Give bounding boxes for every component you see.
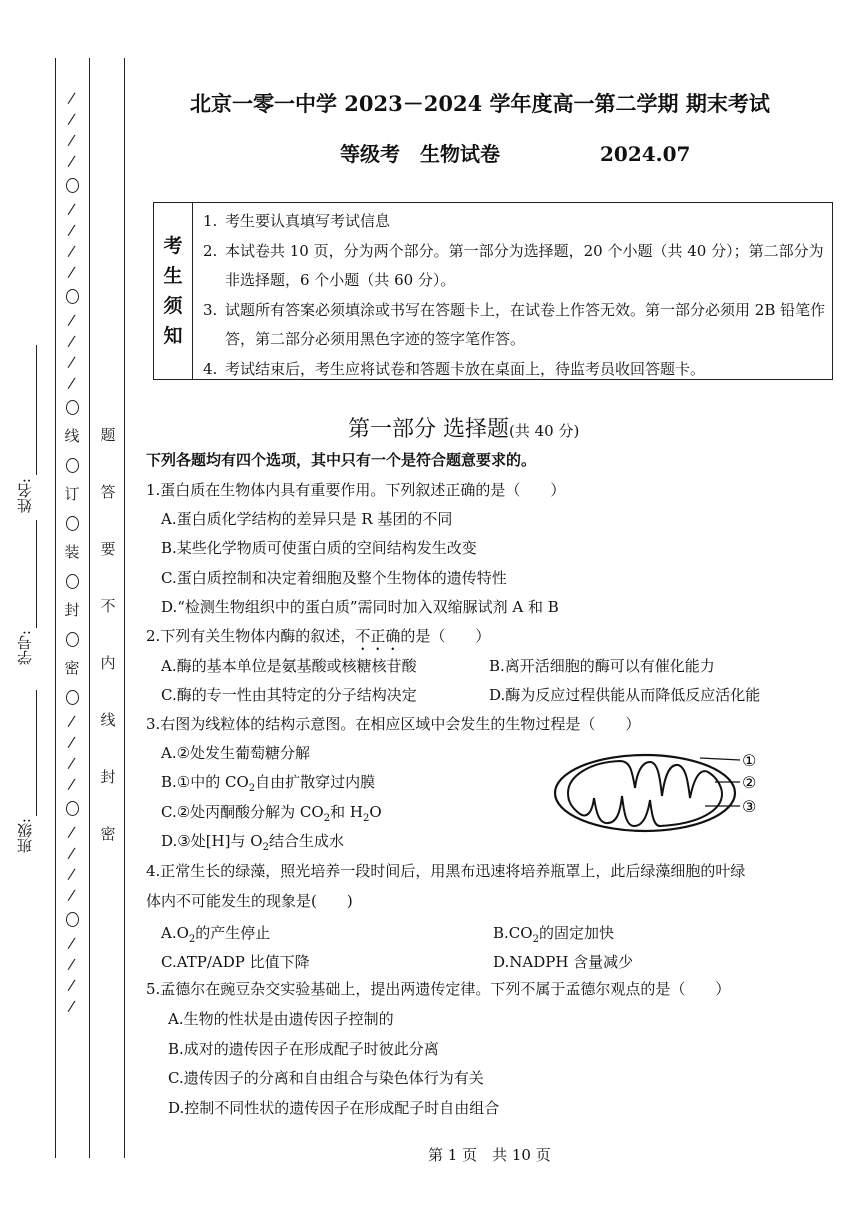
seal-circle — [66, 516, 79, 531]
notice-heading-char: 须 — [163, 295, 183, 317]
q5-option-b: B.成对的遗传因子在形成配子时彼此分离 — [168, 1040, 439, 1058]
seal-word: 装 — [64, 543, 80, 561]
margin-line-mid — [89, 58, 90, 1158]
class-field[interactable] — [14, 818, 35, 853]
q3-c-post: O — [369, 803, 382, 821]
name-field[interactable] — [14, 478, 35, 513]
q4-a-pre: A.O — [161, 924, 189, 942]
seal-circle — [66, 178, 79, 193]
q2-option-d: D.酶为反应过程供能从而降低反应活化能 — [489, 686, 761, 704]
seal-word: 密 — [64, 659, 80, 677]
seal-slash: / — [67, 331, 77, 351]
student-id-underline — [36, 520, 37, 628]
q1-option-a: A.蛋白质化学结构的差异只是 R 基团的不同 — [161, 510, 453, 528]
seal-word: 封 — [64, 601, 80, 619]
notice-heading-char: 知 — [163, 325, 183, 347]
seal-slash: / — [67, 310, 77, 330]
q3-b-post: 自由扩散穿过内膜 — [255, 773, 376, 791]
seal-slash: / — [67, 996, 77, 1016]
notice-heading-char: 生 — [163, 265, 183, 287]
label-3: ③ — [742, 797, 757, 816]
q3-c-sub2: 2 — [362, 813, 370, 824]
q2-option-c: C.酶的专一性由其特定的分子结构决定 — [161, 686, 417, 704]
exam-subtitle — [340, 138, 690, 167]
notice-num: 4. — [203, 359, 218, 378]
question-4-stem-line1: 4.正常生长的绿藻，照光培养一段时间后，用黑布迅速将培养瓶罩上，此后绿藻细胞的叶绿 — [146, 862, 746, 880]
inner-word: 答 — [100, 483, 116, 501]
label-1: ① — [742, 751, 757, 770]
notice-item — [203, 355, 826, 385]
student-id-field[interactable] — [14, 630, 35, 665]
q4-b-post: 的固定加快 — [538, 924, 614, 942]
seal-circle — [66, 690, 79, 705]
q2-option-a: A.酶的基本单位是氨基酸或核糖核苷酸 — [161, 657, 417, 675]
q3-option-b — [161, 771, 375, 794]
q4-option-a — [161, 922, 270, 945]
inner-word: 要 — [100, 540, 116, 558]
seal-line-column — [63, 88, 81, 1017]
margin-line-inner — [124, 58, 125, 1158]
q4-a-post: 的产生停止 — [195, 924, 271, 942]
notice-item — [203, 207, 826, 237]
q1-option-d: D.“检测生物组织中的蛋白质”需同时加入双缩脲试剂 A 和 B — [161, 598, 559, 616]
q3-option-d — [161, 830, 344, 853]
seal-slash: / — [67, 199, 77, 219]
exam-date: 2024.07 — [600, 142, 691, 166]
page-footer: 第 1 页 共 10 页 — [428, 1146, 551, 1164]
q4-option-b — [493, 922, 614, 945]
q4-option-c: C.ATP/ADP 比值下降 — [161, 953, 310, 971]
notice-num: 3. — [203, 300, 218, 319]
exam-title: 北京一零一中学 2023－2024 学年度高一第二学期 期末考试 — [190, 91, 770, 116]
seal-slash: / — [67, 88, 77, 108]
q5-option-c: C.遗传因子的分离和自由组合与染色体行为有关 — [168, 1069, 484, 1087]
seal-slash: / — [67, 774, 77, 794]
question-5-stem: 5.孟德尔在豌豆杂交实验基础上，提出两遗传定律。下列不属于孟德尔观点的是（ ） — [146, 980, 731, 998]
notice-item — [203, 237, 826, 296]
part-title-text: 第一部分 选择题 — [348, 417, 509, 442]
q3-d-post: 结合生成水 — [268, 832, 344, 850]
seal-circle — [66, 912, 79, 927]
name-underline — [36, 345, 37, 475]
leader-line-1 — [700, 758, 740, 760]
inner-word: 密 — [100, 825, 116, 843]
question-4-stem-line2: 体内不可能发生的现象是( ) — [146, 892, 353, 910]
q5-option-a: A.生物的性状是由遗传因子控制的 — [168, 1010, 394, 1028]
notice-num: 1. — [203, 212, 218, 230]
q4-a-sub: 2 — [188, 934, 196, 945]
q3-b-sub: 2 — [248, 783, 256, 794]
seal-slash: / — [67, 732, 77, 752]
q1-option-b: B.某些化学物质可使蛋白质的空间结构发生改变 — [161, 539, 477, 557]
label-2: ② — [742, 773, 757, 792]
notice-box — [153, 202, 833, 380]
inner-word: 线 — [100, 711, 116, 729]
part-instruction: 下列各题均有四个选项，其中只有一个是符合题意要求的。 — [146, 451, 537, 469]
question-1-stem: 1.蛋白质在生物体内具有重要作用。下列叙述正确的是（ ） — [146, 481, 566, 499]
class-label: 班级: — [16, 818, 34, 854]
notice-text: 考试结束后，考生应将试卷和答题卡放在桌面上，待监考员收回答题卡。 — [225, 359, 706, 378]
class-underline — [36, 690, 37, 816]
seal-slash: / — [67, 220, 77, 240]
q3-c-pre: C.②处丙酮酸分解为 CO — [161, 803, 324, 821]
seal-circle — [66, 632, 79, 647]
notice-text: 本试卷共 10 页，分为两个部分。第一部分为选择题，20 个小题（共 40 分）；第二部分为非选择题，6 个小题（共 60 分）。 — [225, 241, 824, 289]
inner-word: 不 — [100, 597, 116, 615]
notice-num: 2. — [203, 241, 218, 260]
question-2-stem — [146, 625, 490, 654]
seal-slash: / — [67, 933, 77, 953]
mitochondrion-diagram — [550, 748, 770, 838]
notice-text: 考生要认真填写考试信息 — [225, 212, 391, 230]
part-score: (共 40 分) — [509, 422, 580, 440]
notice-heading-char: 考 — [163, 235, 183, 257]
q4-option-d: D.NADPH 含量减少 — [493, 953, 634, 971]
seal-slash: / — [67, 885, 77, 905]
seal-slash: / — [67, 241, 77, 261]
margin-line-outer — [55, 58, 56, 1158]
seal-slash: / — [67, 975, 77, 995]
q3-b-pre: B.①中的 CO — [161, 773, 249, 791]
seal-circle — [66, 458, 79, 473]
seal-word: 订 — [64, 485, 80, 503]
q2-stem-emphasis: 不正确 — [355, 627, 401, 645]
notice-body — [193, 203, 832, 379]
part-title — [348, 412, 579, 443]
inner-word: 内 — [100, 654, 116, 672]
seal-slash: / — [67, 352, 77, 372]
student-id-label: 学号: — [16, 630, 34, 666]
q3-option-a: A.②处发生葡萄糖分解 — [161, 744, 311, 762]
seal-slash: / — [67, 711, 77, 731]
seal-slash: / — [67, 373, 77, 393]
q3-c-mid: 和 H — [330, 803, 363, 821]
seal-slash: / — [67, 864, 77, 884]
name-label: 姓名: — [16, 478, 34, 514]
q3-d-pre: D.③处[H]与 O — [161, 832, 263, 850]
seal-slash: / — [67, 151, 77, 171]
seal-word: 线 — [64, 427, 80, 445]
notice-item — [203, 296, 826, 355]
inner-word: 封 — [100, 768, 116, 786]
q4-b-pre: B.CO — [493, 924, 533, 942]
seal-slash: / — [67, 109, 77, 129]
q2-option-b: B.离开活细胞的酶可以有催化能力 — [489, 657, 715, 675]
seal-slash: / — [67, 954, 77, 974]
outer-membrane — [555, 755, 735, 831]
notice-heading — [154, 203, 193, 379]
seal-circle — [66, 400, 79, 415]
seal-slash: / — [67, 843, 77, 863]
seal-slash: / — [67, 753, 77, 773]
q5-option-d: D.控制不同性状的遗传因子在形成配子时自由组合 — [168, 1099, 500, 1117]
q4-b-sub: 2 — [532, 934, 539, 945]
q2-stem-pre: 2.下列有关生物体内酶的叙述， — [146, 627, 356, 645]
q3-option-c — [161, 801, 382, 824]
q2-stem-post: 的是（ ） — [400, 627, 491, 645]
q1-option-c: C.蛋白质控制和决定着细胞及整个生物体的遗传特性 — [161, 569, 507, 587]
seal-slash: / — [67, 262, 77, 282]
seal-slash: / — [67, 822, 77, 842]
inner-warning-column — [99, 420, 117, 850]
q3-d-sub: 2 — [262, 842, 269, 853]
inner-word: 题 — [100, 426, 116, 444]
seal-circle — [66, 574, 79, 589]
subject-label: 等级考 生物试卷 — [340, 142, 500, 166]
seal-slash: / — [67, 130, 77, 150]
seal-circle — [66, 801, 79, 816]
q3-c-sub: 2 — [323, 813, 331, 824]
notice-text: 试题所有答案必须填涂或书写在答题卡上，在试卷上作答无效。第一部分必须用 2B 铅笔作答，第二部分必须用黑色字迹的签字笔作答。 — [225, 300, 826, 348]
seal-circle — [66, 289, 79, 304]
question-3-stem: 3.右图为线粒体的结构示意图。在相应区域中会发生的生物过程是（ ） — [146, 715, 641, 733]
